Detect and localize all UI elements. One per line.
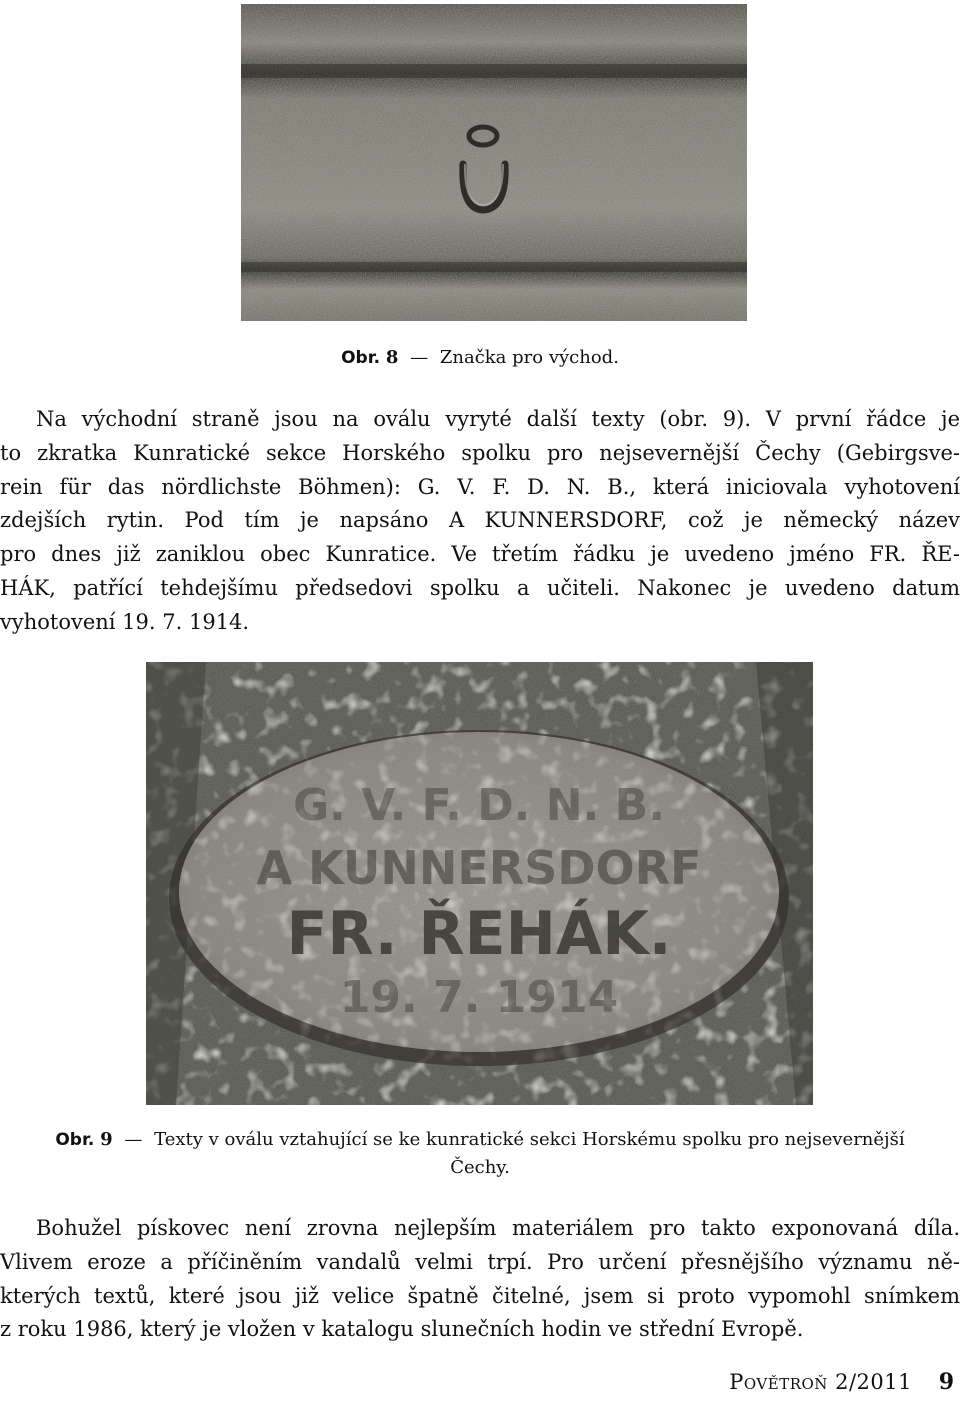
caption-dash: —: [124, 1129, 143, 1150]
journal-issue: Povětroň 2/2011: [729, 1370, 912, 1394]
caption-line-2: Čechy.: [450, 1157, 510, 1178]
paragraph-line: Bohužel pískovec není zrovna nejlepším materiálem pro takto exponovaná díla.: [36, 1216, 960, 1240]
page-footer: [729, 1369, 954, 1395]
paragraph-line: zdejších rytin. Pod tím je napsáno A KUNNERSDORF, což je německý název: [0, 508, 960, 533]
photo-oval-inscription: [146, 662, 813, 1105]
paragraph-line: Na východní straně jsou na oválu vyryté další texty (obr. 9). V první řádce je: [36, 407, 960, 431]
page-number: 9: [938, 1369, 954, 1395]
paragraph-line: to zkratka Kunratické sekce Horského spolku pro nejsevernější Čechy (Gebirgsve-: [0, 440, 960, 465]
stone-oval-inscription-image: [146, 662, 813, 1105]
stone-east-mark-image: [241, 4, 747, 321]
caption-dash: —: [410, 347, 429, 368]
figure-9-caption: [0, 1126, 960, 1182]
paragraph-line: pro dnes již zaniklou obec Kunratice. Ve třetím řádku je uvedeno jméno FR. ŘE-: [0, 542, 960, 567]
paragraph-line: z roku 1986, který je vložen v katalogu slunečních hodin ve střední Evropě.: [0, 1317, 804, 1342]
figure-number: 9: [100, 1129, 113, 1150]
figure-caption-text: Značka pro východ.: [439, 347, 619, 368]
body-paragraph-2: [0, 1212, 960, 1347]
carving-line-3: FR. ŘEHÁK.: [286, 899, 672, 969]
figure-number: 8: [385, 347, 399, 368]
figure-label: Obr.: [341, 348, 381, 368]
caption-line-1: [0, 1126, 960, 1154]
paragraph-line: vyhotovení 19. 7. 1914.: [0, 609, 250, 634]
body-paragraph-1: [0, 403, 960, 640]
photo-east-mark: [241, 4, 747, 321]
figure-8-caption: [0, 344, 960, 372]
carving-line-4: 19. 7. 1914: [339, 972, 619, 1023]
paragraph-line: rein für das nördlichste Böhmen): G. V. F. D. N. B., která iniciovala vyhotovení: [0, 474, 960, 499]
carving-line-2: A KUNNERSDORF: [256, 841, 702, 895]
figure-caption-text: Texty v oválu vztahující se ke kunratické sekci Horskému spolku pro nejsevernější: [154, 1129, 905, 1150]
paragraph-line: kterých textů, které jsou již velice špatně čitelné, jsem si proto vypomohl snímkem: [0, 1283, 960, 1308]
paragraph-line: Vlivem eroze a příčiněním vandalů velmi trpí. Pro určení přesnějšího významu ně-: [0, 1249, 960, 1274]
figure-label: Obr.: [55, 1130, 95, 1150]
paragraph-line: HÁK, patřící tehdejšímu předsedovi spolku a učiteli. Nakonec je uvedeno datum: [0, 575, 960, 600]
carving-line-1: G. V. F. D. N. B.: [293, 780, 665, 831]
